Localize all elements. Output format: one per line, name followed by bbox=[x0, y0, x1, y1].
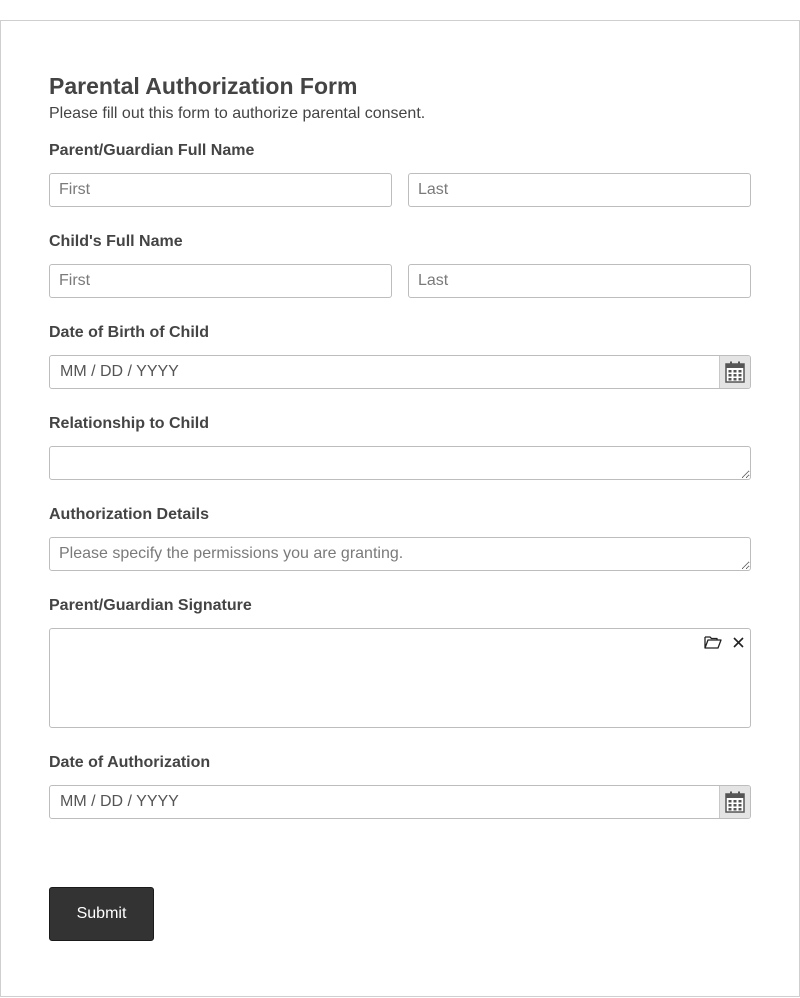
calendar-icon bbox=[725, 361, 745, 383]
close-icon[interactable] bbox=[729, 634, 747, 650]
signature-pad[interactable] bbox=[49, 628, 751, 728]
child-dob-field bbox=[49, 355, 751, 389]
child-dob-calendar-button[interactable] bbox=[719, 356, 750, 388]
child-dob-label: Date of Birth of Child bbox=[49, 324, 209, 341]
child-first-name-input[interactable] bbox=[49, 264, 392, 298]
authorization-date-calendar-button[interactable] bbox=[719, 786, 750, 818]
submit-button[interactable]: Submit bbox=[49, 887, 154, 941]
authorization-date-input[interactable] bbox=[49, 785, 751, 819]
guardian-last-name-input[interactable] bbox=[408, 173, 751, 207]
calendar-icon bbox=[725, 791, 745, 813]
form-card bbox=[0, 20, 800, 997]
relationship-label: Relationship to Child bbox=[49, 415, 209, 432]
authorization-date-field bbox=[49, 785, 751, 819]
authorization-date-label: Date of Authorization bbox=[49, 754, 211, 771]
child-last-name-input[interactable] bbox=[408, 264, 751, 298]
form-title: Parental Authorization Form bbox=[49, 73, 358, 99]
authorization-details-textarea[interactable] bbox=[49, 537, 751, 571]
child-name-label: Child's Full Name bbox=[49, 233, 183, 250]
child-dob-input[interactable] bbox=[49, 355, 751, 389]
signature-label: Parent/Guardian Signature bbox=[49, 597, 252, 614]
guardian-first-name-input[interactable] bbox=[49, 173, 392, 207]
form-subtitle: Please fill out this form to authorize parental consent. bbox=[49, 105, 426, 122]
guardian-name-label: Parent/Guardian Full Name bbox=[49, 142, 255, 159]
folder-open-icon[interactable] bbox=[704, 634, 722, 650]
authorization-details-label: Authorization Details bbox=[49, 506, 210, 523]
relationship-textarea[interactable] bbox=[49, 446, 751, 480]
